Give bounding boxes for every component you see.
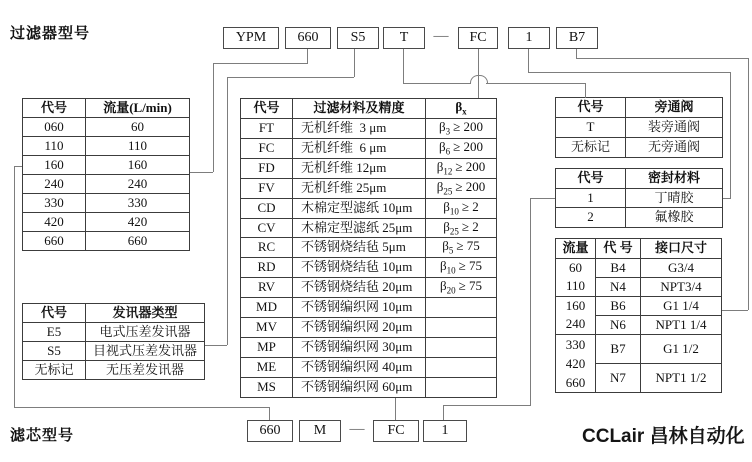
column-header: 过滤材料及精度 bbox=[293, 99, 426, 119]
connector-line bbox=[307, 49, 308, 63]
table-row bbox=[556, 335, 722, 364]
table-row bbox=[23, 118, 190, 137]
beta-value-cell: $\beta_{20} \ge 75$ bbox=[426, 278, 497, 298]
table-row bbox=[23, 156, 190, 175]
table-cell: 不锈钢烧结毡 10μm bbox=[293, 258, 426, 278]
seal-material-table bbox=[555, 168, 723, 228]
element-code-box-flow: 660 bbox=[247, 420, 293, 442]
connector-line bbox=[14, 166, 15, 407]
table-cell: MS bbox=[241, 377, 293, 397]
connector-line bbox=[722, 310, 748, 311]
table-row bbox=[241, 258, 497, 278]
table-row bbox=[241, 377, 497, 397]
table-cell: 330 bbox=[86, 194, 190, 213]
table-cell: S5 bbox=[23, 342, 86, 361]
table-header-row bbox=[556, 169, 723, 189]
element-code-box-material: M bbox=[299, 420, 341, 442]
table-cell: 110 bbox=[23, 137, 86, 156]
beta-column-header: $\beta_x$ bbox=[426, 99, 497, 119]
beta-value-cell: $\beta_{25} \ge 2$ bbox=[426, 218, 497, 238]
column-header: 旁通阀 bbox=[626, 98, 723, 118]
column-header: 接口尺寸 bbox=[641, 239, 722, 259]
table-row bbox=[556, 316, 722, 335]
table-row bbox=[241, 278, 497, 298]
beta-value-cell bbox=[426, 298, 497, 318]
connector-line bbox=[354, 49, 355, 77]
connector-line bbox=[269, 407, 270, 420]
beta-value-cell: $\beta_{10} \ge 75$ bbox=[426, 258, 497, 278]
table-row bbox=[23, 137, 190, 156]
table-cell: 木棉定型滤纸 25μm bbox=[293, 218, 426, 238]
table-cell: 木棉定型滤纸 10μm bbox=[293, 198, 426, 218]
table-row bbox=[241, 218, 497, 238]
bypass-valve-table bbox=[555, 97, 723, 158]
table-cell: 不锈钢烧结毡 20μm bbox=[293, 278, 426, 298]
table-cell: B7 bbox=[596, 335, 641, 364]
table-row bbox=[23, 342, 205, 361]
connector-line bbox=[723, 198, 731, 199]
table-cell: 目视式压差发讯器 bbox=[86, 342, 205, 361]
connector-line bbox=[14, 166, 22, 167]
table-row bbox=[23, 194, 190, 213]
connector-line bbox=[585, 83, 586, 98]
table-row bbox=[241, 338, 497, 358]
model-code-box-series: YPM bbox=[223, 27, 279, 49]
table-cell: 110 bbox=[86, 137, 190, 156]
table-cell: T bbox=[556, 118, 626, 138]
model-code-box-bypass: T bbox=[383, 27, 425, 49]
table-cell: N7 bbox=[596, 364, 641, 393]
connector-line bbox=[213, 63, 308, 64]
connector-line bbox=[443, 405, 531, 406]
beta-value-cell bbox=[426, 377, 497, 397]
connector-line bbox=[528, 49, 529, 72]
table-cell: 无标记 bbox=[556, 138, 626, 158]
table-cell: 无机纤维 3 μm bbox=[293, 118, 426, 138]
table-cell: 丁晴胶 bbox=[626, 188, 723, 208]
table-cell: 不锈钢编织网 20μm bbox=[293, 318, 426, 338]
table-cell: 2 bbox=[556, 208, 626, 228]
table-row bbox=[556, 297, 722, 316]
column-header: 流量(L/min) bbox=[86, 99, 190, 118]
table-row bbox=[241, 158, 497, 178]
element-code-box-seal: 1 bbox=[423, 420, 467, 442]
table-cell: RC bbox=[241, 238, 293, 258]
merged-flow-cell: 330 420 660 bbox=[565, 337, 586, 390]
beta-value-cell: $\beta_{12} \ge 200$ bbox=[426, 158, 497, 178]
beta-value-cell: $\beta_5 \ge 75$ bbox=[426, 238, 497, 258]
filter-media-table bbox=[240, 98, 497, 398]
connector-line bbox=[190, 172, 213, 173]
table-cell: 660 bbox=[86, 232, 190, 251]
connector-line bbox=[227, 77, 228, 345]
beta-value-cell: $\beta_3 \ge 200$ bbox=[426, 118, 497, 138]
table-cell: 160 bbox=[565, 297, 586, 313]
table-row bbox=[556, 259, 722, 278]
beta-value-cell: $\beta_{10} \ge 2$ bbox=[426, 198, 497, 218]
beta-value-cell bbox=[426, 338, 497, 358]
table-header-row bbox=[23, 99, 190, 118]
table-row bbox=[241, 238, 497, 258]
element-code-box-media: FC bbox=[373, 420, 419, 442]
connector-line bbox=[395, 398, 396, 420]
column-header: 代 号 bbox=[596, 239, 641, 259]
table-cell: 110 bbox=[556, 278, 596, 297]
beta-value-cell: $\beta_6 \ge 200$ bbox=[426, 138, 497, 158]
table-row bbox=[241, 198, 497, 218]
table-cell: 240 bbox=[86, 175, 190, 194]
table-cell: 装旁通阀 bbox=[626, 118, 723, 138]
table-cell: 不锈钢编织网 10μm bbox=[293, 298, 426, 318]
table-header-row bbox=[556, 98, 723, 118]
table-cell: 电式压差发讯器 bbox=[86, 323, 205, 342]
table-cell: 无机纤维 25μm bbox=[293, 178, 426, 198]
table-header-row bbox=[241, 99, 497, 119]
connector-line bbox=[730, 72, 731, 198]
table-cell: 不锈钢编织网 30μm bbox=[293, 338, 426, 358]
table-cell: CD bbox=[241, 198, 293, 218]
table-cell: 无机纤维 6 μm bbox=[293, 138, 426, 158]
table-row bbox=[556, 278, 722, 297]
table-cell: 420 bbox=[23, 213, 86, 232]
table-cell: B6 bbox=[596, 297, 641, 316]
column-header: 代号 bbox=[23, 99, 86, 118]
model-code-box-sensor: S5 bbox=[337, 27, 379, 49]
dash-separator: — bbox=[433, 28, 449, 44]
connector-line bbox=[530, 198, 555, 199]
table-cell: 160 bbox=[86, 156, 190, 175]
table-cell: FV bbox=[241, 178, 293, 198]
column-header: 代号 bbox=[23, 304, 86, 323]
table-cell: FT bbox=[241, 118, 293, 138]
connector-line bbox=[403, 83, 470, 84]
table-cell: G3/4 bbox=[641, 259, 722, 278]
port-size-table bbox=[555, 238, 722, 393]
connector-line bbox=[486, 83, 585, 84]
table-cell: 060 bbox=[23, 118, 86, 137]
table-row bbox=[241, 118, 497, 138]
model-code-box-port: B7 bbox=[556, 27, 598, 49]
connector-line bbox=[14, 407, 270, 408]
table-cell: 无机纤维 12μm bbox=[293, 158, 426, 178]
table-cell: G1 1/2 bbox=[641, 335, 722, 364]
table-cell: 60 bbox=[569, 259, 582, 275]
table-cell: 不锈钢编织网 60μm bbox=[293, 377, 426, 397]
table-cell: NPT1 1/2 bbox=[641, 364, 722, 393]
column-header: 流量 bbox=[556, 239, 596, 259]
table-cell: 330 bbox=[23, 194, 86, 213]
table-row bbox=[556, 118, 723, 138]
column-header: 代号 bbox=[241, 99, 293, 119]
connector-line bbox=[530, 198, 531, 405]
connector-line bbox=[443, 405, 444, 420]
table-row bbox=[23, 323, 205, 342]
table-cell: RD bbox=[241, 258, 293, 278]
table-cell: 60 bbox=[86, 118, 190, 137]
table-header-row bbox=[556, 239, 722, 259]
connector-line bbox=[227, 77, 354, 78]
connector-line bbox=[205, 345, 227, 346]
beta-value-cell: $\beta_{25} \ge 200$ bbox=[426, 178, 497, 198]
table-cell: FC bbox=[241, 138, 293, 158]
table-header-row bbox=[23, 304, 205, 323]
table-row bbox=[23, 213, 190, 232]
table-cell: 420 bbox=[86, 213, 190, 232]
beta-value-cell bbox=[426, 357, 497, 377]
beta-value-cell bbox=[426, 318, 497, 338]
table-cell: RV bbox=[241, 278, 293, 298]
table-cell: MV bbox=[241, 318, 293, 338]
table-cell: 660 bbox=[23, 232, 86, 251]
table-cell: MD bbox=[241, 298, 293, 318]
connector-line bbox=[478, 49, 479, 98]
connector-line bbox=[403, 49, 404, 83]
connector-line bbox=[528, 72, 731, 73]
table-cell: ME bbox=[241, 357, 293, 377]
table-cell: NPT3/4 bbox=[641, 278, 722, 297]
table-row bbox=[241, 298, 497, 318]
table-cell: G1 1/4 bbox=[641, 297, 722, 316]
flow-code-table bbox=[22, 98, 190, 251]
table-cell: 氟橡胶 bbox=[626, 208, 723, 228]
table-cell: 240 bbox=[556, 316, 596, 335]
table-cell: E5 bbox=[23, 323, 86, 342]
model-code-box-seal: 1 bbox=[508, 27, 550, 49]
connector-line bbox=[576, 58, 749, 59]
table-cell: 无标记 bbox=[23, 361, 86, 380]
column-header: 发讯器类型 bbox=[86, 304, 205, 323]
filter-model-label: 过滤器型号 bbox=[10, 26, 91, 42]
table-row bbox=[23, 361, 205, 380]
table-row bbox=[23, 232, 190, 251]
table-row bbox=[241, 318, 497, 338]
column-header: 代号 bbox=[556, 169, 626, 189]
brand-logo-text: CCLair 昌林自动化 bbox=[582, 426, 745, 447]
connector-line bbox=[213, 63, 214, 172]
table-row bbox=[241, 138, 497, 158]
table-cell: 160 bbox=[23, 156, 86, 175]
table-cell: 240 bbox=[23, 175, 86, 194]
table-cell: NPT1 1/4 bbox=[641, 316, 722, 335]
connector-line bbox=[576, 49, 577, 58]
table-cell: 不锈钢烧结毡 5μm bbox=[293, 238, 426, 258]
dash-separator: — bbox=[349, 421, 365, 437]
table-row bbox=[241, 178, 497, 198]
sensor-type-table bbox=[22, 303, 205, 380]
element-model-label: 滤芯型号 bbox=[10, 428, 75, 444]
table-row bbox=[556, 138, 723, 158]
table-cell: CV bbox=[241, 218, 293, 238]
table-row bbox=[241, 357, 497, 377]
table-cell: N6 bbox=[596, 316, 641, 335]
table-cell: 不锈钢编织网 40μm bbox=[293, 357, 426, 377]
table-cell: FD bbox=[241, 158, 293, 178]
table-cell: N4 bbox=[596, 278, 641, 297]
model-code-box-media: FC bbox=[458, 27, 498, 49]
table-cell: MP bbox=[241, 338, 293, 358]
table-row bbox=[556, 208, 723, 228]
column-header: 代号 bbox=[556, 98, 626, 118]
connector-line bbox=[748, 58, 749, 310]
table-cell: 无压差发讯器 bbox=[86, 361, 205, 380]
table-cell: 无旁通阀 bbox=[626, 138, 723, 158]
table-row bbox=[556, 188, 723, 208]
table-cell: 1 bbox=[556, 188, 626, 208]
table-row bbox=[23, 175, 190, 194]
model-code-box-flow: 660 bbox=[285, 27, 331, 49]
column-header: 密封材料 bbox=[626, 169, 723, 189]
table-cell: B4 bbox=[596, 259, 641, 278]
